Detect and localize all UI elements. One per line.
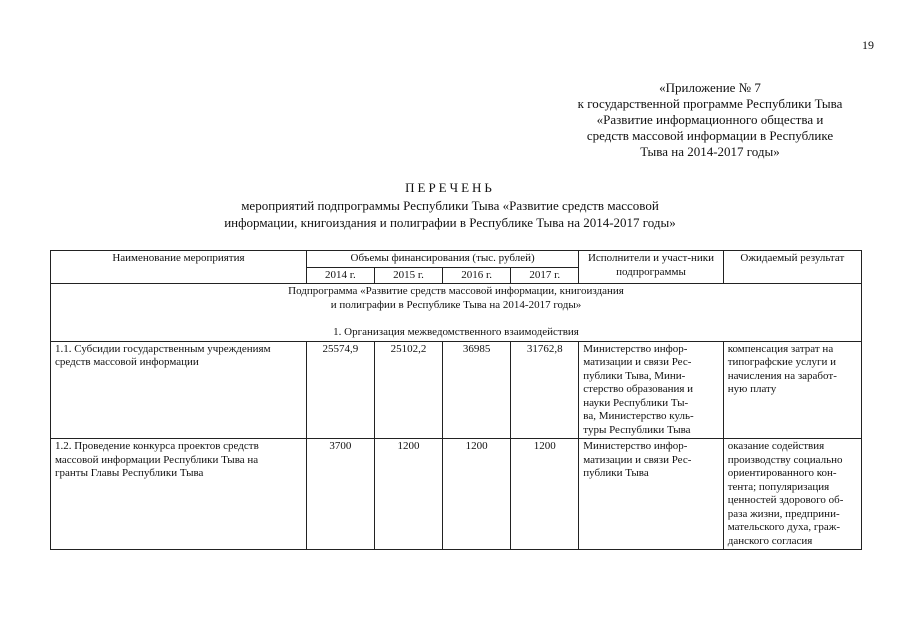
measure-name-line: гранты Главы Республики Тыва [55, 467, 204, 479]
executor-line: матизации и связи Рес- [583, 356, 692, 368]
header-executors: Исполнители и участ-ники подпрограммы [579, 251, 723, 284]
funding-2015-cell: 1200 [374, 439, 442, 550]
executor-line: науки Республики Ты- [583, 396, 689, 409]
result-line: данского согласия [727, 534, 813, 547]
page-number: 19 [862, 38, 874, 52]
header-year-2015: 2015 г. [374, 267, 442, 284]
executors-cell [579, 341, 723, 439]
result-line: ную плату [727, 383, 777, 395]
executor-line: публики Тыва, Мини- [583, 369, 686, 382]
result-line: производству социально [727, 453, 843, 466]
measures-table [50, 250, 862, 550]
measure-name-line: массовой информации Республики Тыва на [55, 453, 259, 466]
subtitle-line: мероприятий подпрограммы Республики Тыва «Развитие средств массовой [241, 198, 659, 213]
subprogram-line: и полиграфии в Республике Тыва на 2014-2017 годы» [330, 298, 582, 311]
appendix-line: «Приложение № 7 [659, 80, 761, 95]
appendix-line: к государственной программе Республики Тыва [577, 96, 843, 111]
result-line: компенсация затрат на [727, 342, 834, 355]
document-title: ПЕРЕЧЕНЬ [405, 180, 495, 195]
subprogram-row [51, 284, 862, 342]
header-year-2017: 2017 г. [511, 267, 579, 284]
appendix-heading [540, 80, 880, 160]
executor-line: стерство образования и [583, 383, 694, 395]
result-line: мательского духа, граж- [727, 521, 841, 533]
result-line: начисления на заработ- [727, 369, 837, 382]
subtitle-line: информации, книгоиздания и полиграфии в Республике Тыва на 2014-2017 годы» [224, 215, 676, 230]
funding-2015-cell: 25102,2 [374, 341, 442, 439]
appendix-line: Тыва на 2014-2017 годы» [640, 144, 780, 159]
funding-2017-cell: 31762,8 [511, 341, 579, 439]
header-year-2016: 2016 г. [443, 267, 511, 284]
result-line: ценностей здорового об- [727, 494, 844, 506]
header-measure-name: Наименование мероприятия [51, 251, 307, 284]
measure-name-line: 1.2. Проведение конкурса проектов средств [55, 440, 259, 452]
result-line: раза жизни, предприни- [727, 507, 840, 520]
result-cell [723, 341, 861, 439]
funding-2016-cell: 1200 [443, 439, 511, 550]
measure-name-cell [51, 341, 307, 439]
result-line: оказание содействия [727, 440, 825, 452]
table-row [51, 341, 862, 439]
executor-line: Министерство инфор- [583, 342, 688, 355]
result-line: ориентированного кон- [727, 467, 837, 479]
appendix-line: средств массовой информации в Республике [586, 128, 834, 143]
section-title: 1. Организация межведомственного взаимодействия [333, 326, 579, 338]
executor-line: публики Тыва [583, 467, 649, 479]
funding-2016-cell: 36985 [443, 341, 511, 439]
header-year-2014: 2014 г. [306, 267, 374, 284]
header-funding: Объемы финансирования (тыс. рублей) [306, 251, 578, 268]
measure-name-cell [51, 439, 307, 550]
funding-2014-cell: 3700 [306, 439, 374, 550]
result-line: тента; популяризация [727, 480, 830, 493]
funding-2014-cell: 25574,9 [306, 341, 374, 439]
document-subtitle [150, 197, 750, 231]
subprogram-line: Подпрограмма «Развитие средств массовой информации, книгоиздания [288, 285, 624, 297]
measure-name-line: 1.1. Субсидии государственным учреждениям [55, 342, 271, 355]
executor-line: туры Республики Тыва [583, 423, 691, 436]
appendix-line: «Развитие информационного общества и [596, 112, 824, 127]
funding-2017-cell: 1200 [511, 439, 579, 550]
executor-line: Министерство инфор- [583, 440, 688, 452]
header-expected-result: Ожидаемый результат [723, 251, 861, 284]
table-row [51, 439, 862, 550]
executor-line: матизации и связи Рес- [583, 453, 692, 466]
result-cell [723, 439, 861, 550]
executor-line: ва, Министерство куль- [583, 410, 694, 422]
subprogram-cell [51, 284, 862, 342]
result-line: типографские услуги и [727, 356, 836, 368]
executors-cell [579, 439, 723, 550]
measure-name-line: средств массовой информации [55, 356, 199, 368]
